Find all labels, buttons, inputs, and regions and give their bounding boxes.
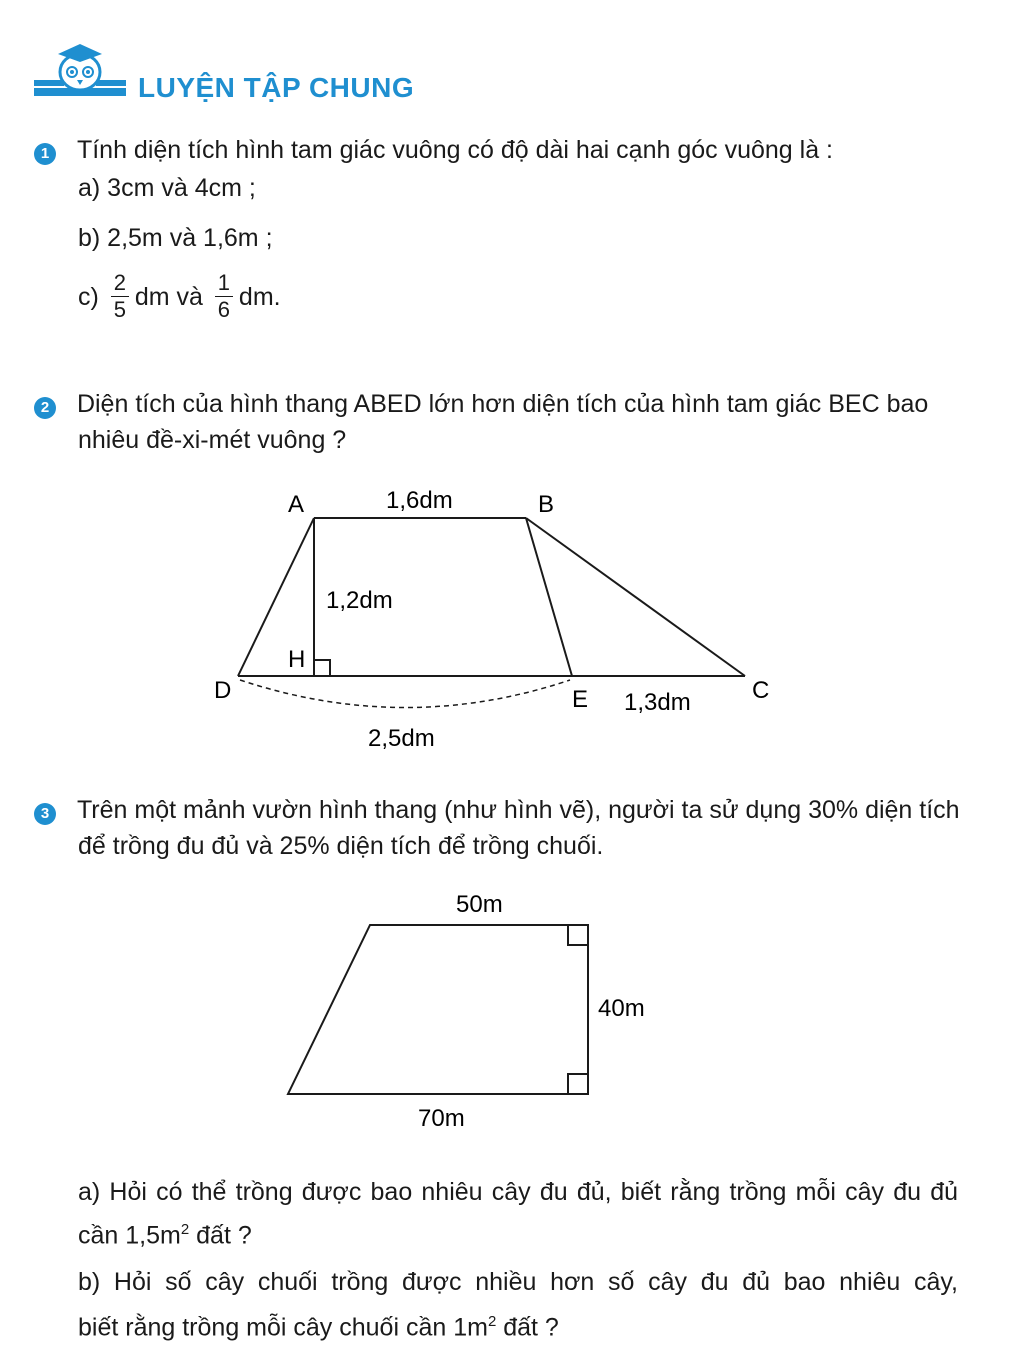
qa-text: cần 1,5m [78,1221,181,1250]
right-angle-bottom [568,1074,588,1094]
exercise-2-line-2: nhiêu đề-xi-mét vuông ? [78,426,347,454]
exercise-1-c-label: c) [78,282,99,311]
right-angle-mark [314,660,330,676]
qa-superscript: 2 [180,1221,190,1238]
fraction-one-sixth [215,270,233,323]
fraction-denominator: 6 [217,297,231,322]
segment-bc [526,518,745,676]
fraction-denominator: 5 [113,297,126,322]
label-e: E [572,686,589,713]
segment-be [526,518,572,676]
label-top-base: 50m [456,891,503,918]
fraction-two-fifths [111,270,129,323]
label-de-length: 2,5dm [368,725,435,752]
unit-dm: dm. [238,282,281,311]
label-h: H [288,646,306,673]
qb-tail: đất ? [496,1313,559,1342]
right-angle-top [568,925,588,945]
exercise-1-a: a) 3cm và 4cm ; [78,174,256,202]
label-a: A [288,491,305,518]
exercise-1-prompt [34,132,833,168]
exercise-2-line-1: Diện tích của hình thang ABED lớn hơn diện tích của hình tam giác BEC bao [76,390,929,418]
trapezoid-outline [288,925,588,1094]
exercise-1-b: b) 2,5m và 1,6m ; [78,224,273,252]
exercise-1-c [78,270,281,323]
page-title: LUYỆN TẬP CHUNG [138,72,415,103]
exercise-3-line-2: để trồng đu đủ và 25% diện tích để trồng chuối. [78,832,604,860]
qa-tail: đất ? [189,1221,252,1250]
exercise-3-line-1: Trên một mảnh vườn hình thang (như hình vẽ), người ta sử dụng 30% diện tích [76,796,960,824]
exercise-3-question-a-line-2 [78,1212,252,1253]
brace-de [240,680,570,708]
qb-text: biết rằng trồng mỗi cây chuối cần 1m [78,1313,488,1342]
label-ah-length: 1,2dm [326,587,393,614]
fraction-numerator: 2 [113,270,126,295]
exercise-1-number: 1 [34,143,56,165]
exercise-3-number: 3 [34,803,56,825]
exercise-3-question-b-line-1: b) Hỏi số cây chuối trồng được nhiều hơn số cây đu đủ bao nhiêu cây, [78,1268,958,1296]
exercise-2-prompt [34,386,928,422]
label-ab-length: 1,6dm [386,487,453,514]
label-ec-length: 1,3dm [624,689,691,716]
label-bottom-base: 70m [418,1105,465,1132]
label-c: C [752,677,770,704]
exercise-3-prompt [34,792,960,828]
qb-superscript: 2 [487,1313,497,1330]
mascot-owl-icon [30,40,130,102]
exercise-3-question-a-line-1: a) Hỏi có thể trồng được bao nhiêu cây đu đủ, biết rằng trồng mỗi cây đu đủ [78,1178,958,1206]
exercise-2-number: 2 [34,397,56,419]
label-d: D [214,677,232,704]
figure-garden-trapezoid [0,880,1024,1140]
exercise-1-text: Tính diện tích hình tam giác vuông có độ dài hai cạnh góc vuông là : [76,136,834,164]
figure-trapezoid-abed [0,470,1024,770]
fraction-numerator: 1 [217,270,231,295]
label-height: 40m [598,995,645,1022]
unit-dm-and: dm và [134,282,203,311]
exercise-3-question-b-line-2 [78,1304,559,1345]
label-b: B [538,491,555,518]
